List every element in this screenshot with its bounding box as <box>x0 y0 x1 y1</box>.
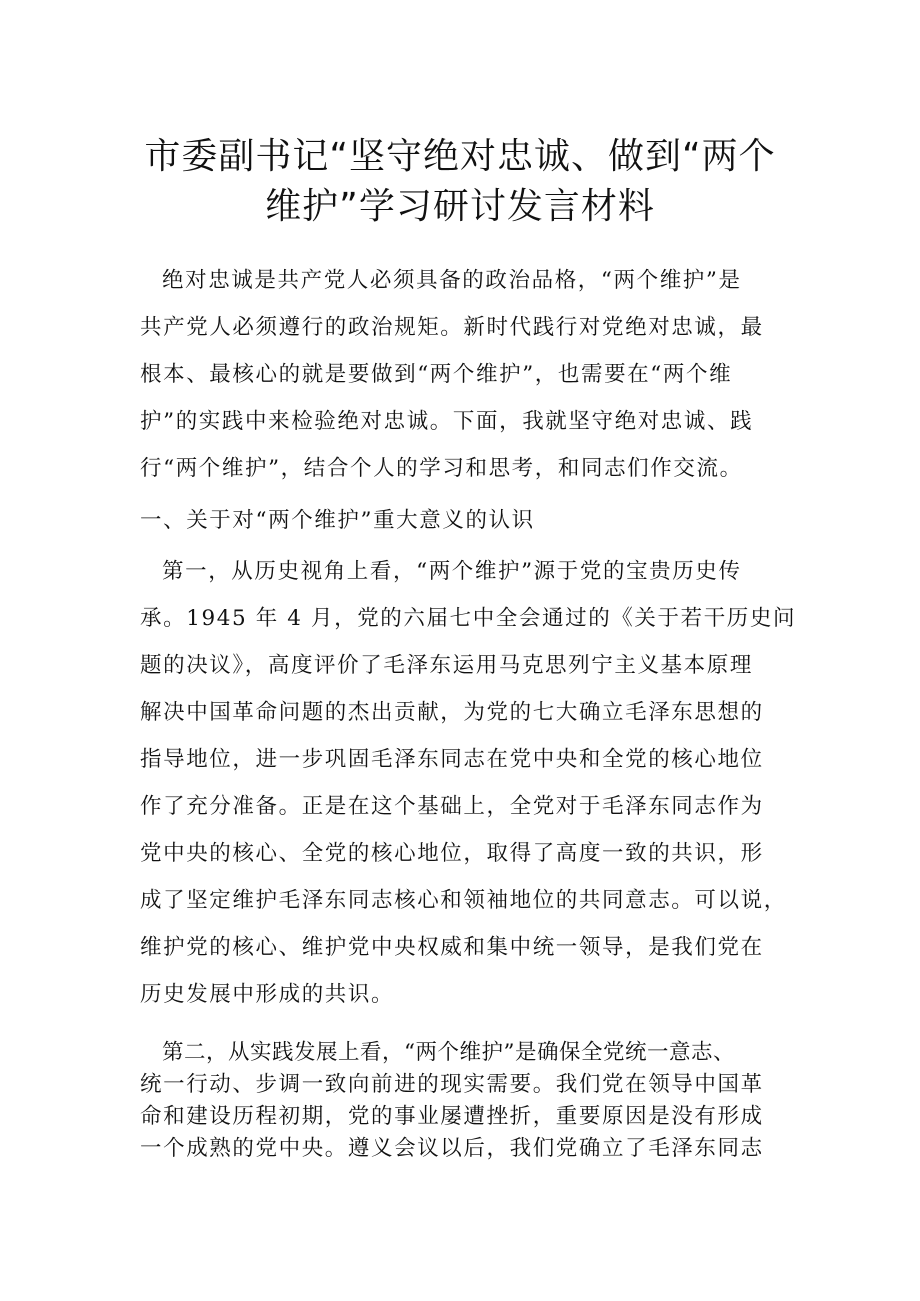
paragraph-2-line: 命和建设历程初期，党的事业屡遭挫折，重要原因是没有形成 <box>140 1104 764 1129</box>
paragraph-2-line: 一个成熟的党中央。遵义会议以后，我们党确立了毛泽东同志 <box>140 1136 764 1161</box>
paragraph-1-line: 历史发展中形成的共识。 <box>140 982 395 1007</box>
paragraph-1-line: 第一，从历史视角上看，“两个维护”源于党的宝贵历史传 <box>162 559 742 584</box>
intro-line: 根本、最核心的就是要做到“两个维护”，也需要在“两个维 <box>140 362 733 387</box>
intro-line: 共产党人必须遵行的政治规矩。新时代践行对党绝对忠诚，最 <box>140 315 764 340</box>
intro-line: 护”的实践中来检验绝对忠诚。下面，我就坚守绝对忠诚、践 <box>140 409 754 434</box>
paragraph-1-line: 解决中国革命问题的杰出贡献，为党的七大确立毛泽东思想的 <box>140 700 764 725</box>
paragraph-2-line: 统一行动、步调一致向前进的现实需要。我们党在领导中国革 <box>140 1072 764 1097</box>
paragraph-1-line: 承。1945 年 4 月，党的六届七中全会通过的《关于若干历史问 <box>140 606 797 631</box>
section-1-heading: 一、关于对“两个维护”重大意义的认识 <box>140 508 535 533</box>
paragraph-1-line: 指导地位，进一步巩固毛泽东同志在党中央和全党的核心地位 <box>140 747 764 772</box>
paragraph-1-line: 题的决议》，高度评价了毛泽东运用马克思列宁主义基本原理 <box>140 653 753 678</box>
paragraph-1-line: 成了坚定维护毛泽东同志核心和领袖地位的共同意志。可以说， <box>140 888 787 913</box>
paragraph-1-line: 维护党的核心、维护党中央权威和集中统一领导，是我们党在 <box>140 935 764 960</box>
intro-line: 行“两个维护”，结合个人的学习和思考，和同志们作交流。 <box>140 456 743 481</box>
intro-line: 绝对忠诚是共产党人必须具备的政治品格，“两个维护”是 <box>162 268 742 293</box>
paragraph-1-line: 作了充分准备。正是在这个基础上，全党对于毛泽东同志作为 <box>140 794 764 819</box>
document-title-line-2: 维护”学习研讨发言材料 <box>265 186 655 227</box>
paragraph-1-line: 党中央的核心、全党的核心地位，取得了高度一致的共识，形 <box>140 841 764 866</box>
paragraph-2-line: 第二，从实践发展上看，“两个维护”是确保全党统一意志、 <box>162 1040 735 1065</box>
document-title-line-1: 市委副书记“坚守绝对忠诚、做到“两个 <box>144 136 776 177</box>
